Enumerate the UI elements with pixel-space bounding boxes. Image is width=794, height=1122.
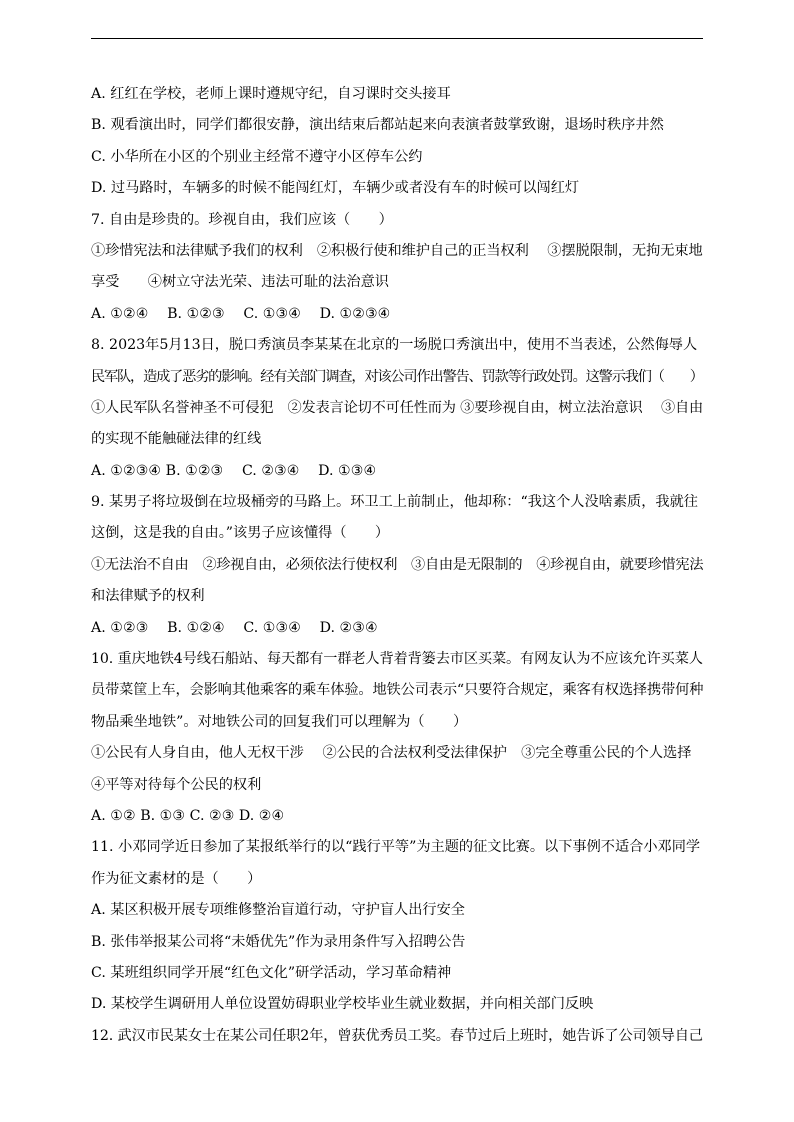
text-line: 9. 某男子将垃圾倒在垃圾桶旁的马路上。环卫工上前制止，他却称：“我这个人没啥素质，我就往 (91, 494, 698, 511)
text-line: A. ①②③④ B. ①②③ C. ②③④ D. ①③④ (91, 462, 377, 479)
text-line: D. 某校学生调研用人单位设置妨碍职业学校毕业生就业数据，并向相关部门反映 (91, 996, 594, 1013)
text-line: 7. 自由是珍贵的。珍视自由，我们应该（ ） (91, 211, 393, 228)
text-line: A. ①② B. ①③ C. ②③ D. ②④ (91, 807, 285, 824)
text-line: D. 过马路时，车辆多的时候不能闯红灯，车辆少或者没有车的时候可以闯红灯 (91, 180, 580, 197)
text-line: A. ①②④ B. ①②③ C. ①③④ D. ①②③④ (91, 305, 391, 322)
text-line: 的实现不能触碰法律的红线 (91, 431, 262, 448)
text-line: 这倒，这是我的自由。”该男子应该懂得（ ） (91, 525, 390, 542)
text-line: C. 某班组织同学开展“红色文化”研学活动，学习革命精神 (91, 964, 452, 981)
question-content (91, 79, 703, 1052)
text-line: B. 观看演出时，同学们都很安静，演出结束后都站起来向表演者鼓掌致谢，退场时秩序井然 (91, 117, 664, 134)
text-line: ①公民有人身自由，他人无权干涉 ②公民的合法权利受法律保护 ③完全尊重公民的个人选择 (91, 745, 692, 762)
text-line: 8. 2023年5月13日，脱口秀演员李某某在北京的一场脱口秀演出中，使用不当表述，公然侮辱人 (91, 337, 698, 354)
text-line: 物品乘坐地铁”。对地铁公司的回复我们可以理解为（ ） (91, 713, 468, 730)
text-line: ①人民军队名誉神圣不可侵犯 ②发表言论切不可任性而为 ③要珍视自由，树立法治意识 ③自由 (91, 399, 704, 416)
text-line: ①珍惜宪法和法律赋予我们的权利 ②积极行使和维护自己的正当权利 ③摆脱限制，无拘无束地 (91, 242, 703, 259)
text-line: A. 红红在学校，老师上课时遵规守纪，自习课时交头接耳 (91, 86, 451, 102)
text-line: B. 张伟举报某公司将“未婚优先”作为录用条件写入招聘公告 (91, 933, 466, 950)
text-line: 和法律赋予的权利 (91, 588, 205, 605)
text-line: 享受 ④树立守法光荣、违法可耻的法治意识 (91, 274, 389, 291)
text-line: C. 小华所在小区的个别业主经常不遵守小区停车公约 (91, 148, 423, 165)
text-line: 11. 小邓同学近日参加了某报纸举行的以“践行平等”为主题的征文比赛。以下事例不适合小邓同学 (91, 839, 701, 856)
text-line: 10. 重庆地铁4号线石船站、每天都有一群老人背着背篓去市区买菜。有网友认为不应该允许买菜人 (91, 651, 703, 668)
text-line: A. 某区积极开展专项维修整治盲道行动，守护盲人出行安全 (91, 902, 465, 919)
text-line: ①无法治不自由 ②珍视自由，必须依法行使权利 ③自由是无限制的 ④珍视自由，就要珍惜宪法 (91, 556, 704, 573)
text-line: ④平等对待每个公民的权利 (91, 776, 262, 793)
header-rule (91, 38, 703, 39)
text-line: 12. 武汉市民某女士在某公司任职2年，曾获优秀员工奖。春节过后上班时，她告诉了公司领导自己 (91, 1027, 703, 1044)
text-line: 作为征文素材的是（ ） (91, 870, 262, 887)
text-line: 员带菜筐上车，会影响其他乘客的乘车体验。地铁公司表示“只要符合规定，乘客有权选择携带何种 (91, 682, 704, 699)
text-line: A. ①②③ B. ①②④ C. ①③④ D. ②③④ (91, 619, 378, 636)
text-line: 民军队，造成了恶劣的影响。经有关部门调查，对该公司作出警告、罚款等行政处罚。这警示我们（ ） (91, 368, 703, 385)
